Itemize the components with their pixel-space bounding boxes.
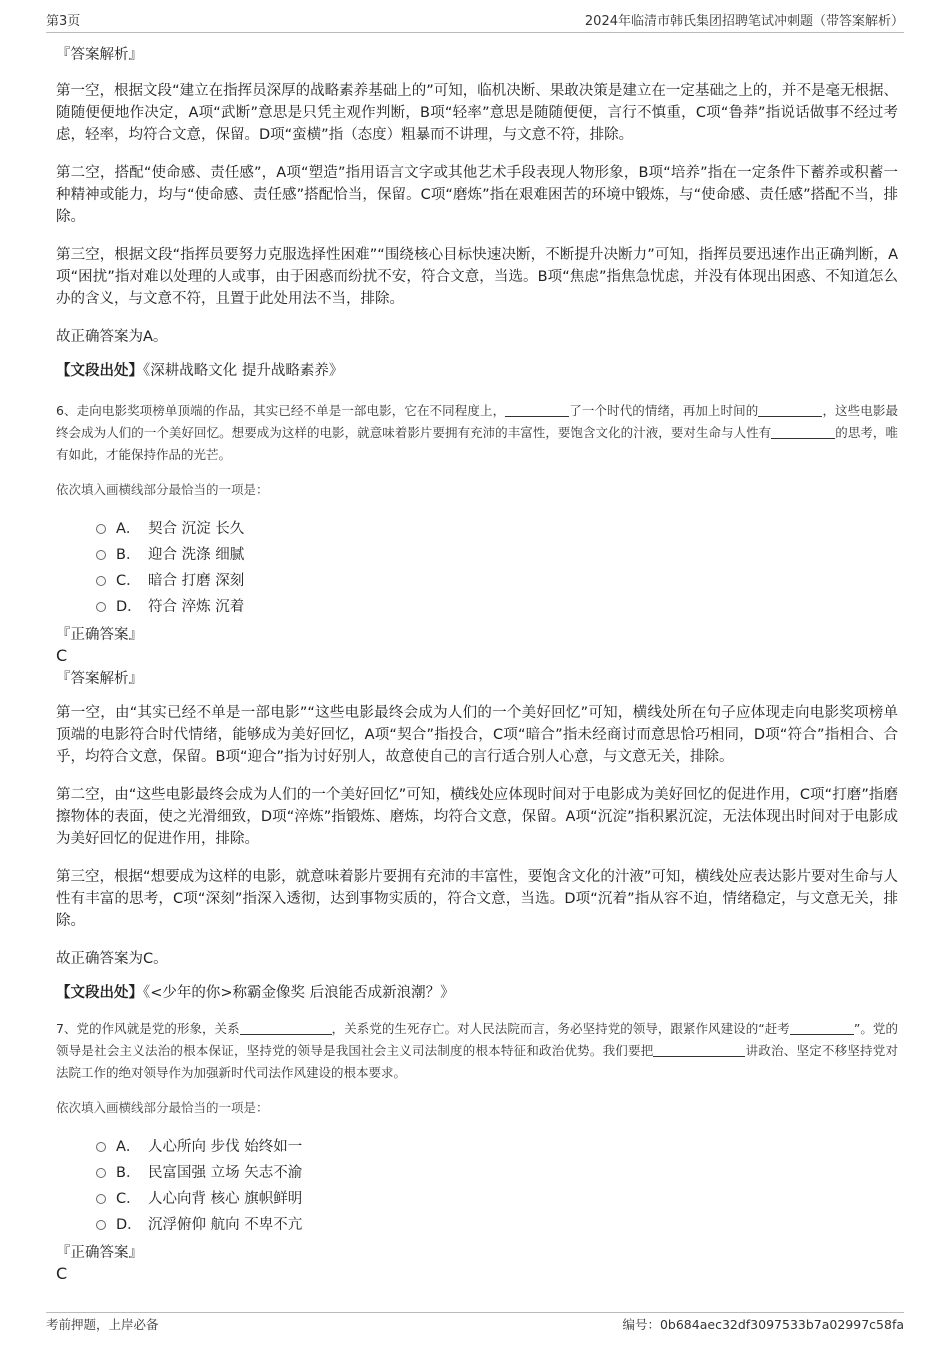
q5-analysis-p2: 第二空，搭配“使命感、责任感”，A项“塑造”指用语言文字或其他艺术手段表现人物形象，B项“培养”指在一定条件下蓄养或积蓄一种精神或能力，均与“使命感、责任感”搭配恰当，保留。C项“磨炼”指在艰难困苦的环境中锻炼，与“使命感、责任感”搭配不当，排除。 [56, 165, 898, 225]
q6-text-part-c: ，这些电影最终会成为人们的一个美好回忆。想要成为这样的电影，就意味着影片要拥有充沛的丰富性，要饱含文化的汁液，要对生命与人性有 [56, 403, 898, 440]
q6-blank-1 [505, 402, 569, 417]
q5-conclusion: 故正确答案为A。 [56, 329, 168, 345]
q5-source [56, 360, 898, 382]
page-content [56, 44, 898, 1284]
radio-icon[interactable] [96, 602, 106, 612]
page-footer [46, 1312, 904, 1333]
radio-icon[interactable] [96, 1220, 106, 1230]
footer-code [622, 1315, 904, 1333]
q7-option-b[interactable]: B． 民富国强 立场 矢志不渝 [56, 1158, 898, 1184]
q6-option-a[interactable]: A． 契合 沉淀 长久 [56, 514, 898, 540]
q5-source-title: 《深耕战略文化 提升战略素养》 [143, 363, 344, 379]
q7-option-d[interactable]: D． 沉浮俯仰 航向 不卑不亢 [56, 1210, 898, 1236]
q5-analysis-p1: 第一空，根据文段“建立在指挥员深厚的战略素养基础上的”可知，临机决断、果敢决策是建立在一定基础之上的，并不是毫无根据、随随便便地作决定，A项“武断”意思是只凭主观作判断，B项“轻率”意思是随随便便，言行不慎重，C项“鲁莽”指说话做事不经过考虑，轻率，均符合文意，保留。D项“蛮横”指（态度）粗暴而不讲理，与文意不符，排除。 [56, 83, 898, 143]
q7-options [56, 1132, 898, 1236]
q6-option-d[interactable]: D． 符合 淬炼 沉着 [56, 592, 898, 618]
q6-option-b[interactable]: B． 迎合 洗涤 细腻 [56, 540, 898, 566]
q7-option-c[interactable]: C． 人心向背 核心 旗帜鲜明 [56, 1184, 898, 1210]
q6-analysis-p2: 第二空，由“这些电影最终会成为人们的一个美好回忆”可知，横线处应体现时间对于电影成为美好回忆的促进作用，C项“打磨”指磨擦物体的表面，使之光滑细致，D项“淬炼”指锻炼、磨炼，均符合文意，保留。A项“沉淀”指积累沉淀，无法体现出时间对于电影成为美好回忆的促进作用，排除。 [56, 787, 898, 847]
q7-option-a[interactable]: A． 人心所向 步伐 始终如一 [56, 1132, 898, 1158]
q6-blank-2 [758, 402, 822, 417]
q6-prompt: 依次填入画横线部分最恰当的一项是： [56, 482, 269, 497]
q6-question-text [56, 400, 898, 466]
q6-options [56, 514, 898, 618]
q7-answer-label: 『正确答案』 [56, 1245, 143, 1261]
radio-icon[interactable] [96, 1194, 106, 1204]
q6-blank-3 [771, 424, 835, 439]
radio-icon[interactable] [96, 1168, 106, 1178]
q7-prompt: 依次填入画横线部分最恰当的一项是： [56, 1100, 269, 1115]
q6-source-title: 《<少年的你>称霸金像奖 后浪能否成新浪潮？》 [143, 985, 455, 1001]
q6-analysis-p3: 第三空，根据“想要成为这样的电影，就意味着影片要拥有充沛的丰富性，要饱含文化的汁液”可知，横线处应表达影片要对生命与人性有丰富的思考，C项“深刻”指深入透彻，达到事物实质的，符合文意，当选。D项“沉着”指从容不迫，情绪稳定，与文意无关，排除。 [56, 869, 898, 929]
q7-text-part-d: 讲政治、坚定不移坚持党对法院工作的绝对领导作为加强新时代司法作风建设的根本要求。 [56, 1043, 898, 1080]
q7-text-part-b: ，关系党的生死存亡。对人民法院而言，务必坚持党的领导，跟紧作风建设的“赶考 [331, 1021, 790, 1036]
radio-icon[interactable] [96, 524, 106, 534]
q6-source-tag: 【文段出处】 [56, 985, 143, 1001]
radio-icon[interactable] [96, 550, 106, 560]
q5-analysis-label: 『答案解析』 [56, 47, 143, 63]
q5-source-tag: 【文段出处】 [56, 363, 143, 379]
radio-icon[interactable] [96, 1142, 106, 1152]
q6-option-c[interactable]: C． 暗合 打磨 深刻 [56, 566, 898, 592]
q6-answer: C [56, 646, 68, 665]
page-number: 第3页 [46, 14, 81, 29]
page-header [46, 10, 904, 33]
q6-analysis-label: 『答案解析』 [56, 671, 143, 687]
q7-blank-1 [240, 1020, 332, 1035]
q6-text-part-d: 的思考，唯有如此，才能保持作品的光芒。 [56, 425, 898, 462]
radio-icon[interactable] [96, 576, 106, 586]
q6-text-part-a: 6、走向电影奖项榜单顶端的作品，其实已经不单是一部电影，它在不同程度上， [56, 403, 506, 418]
q7-text-part-c: ”。党的领导是社会主义法治的根本保证，坚持党的领导是我国社会主义司法制度的根本特征和政治优势。我们要把 [56, 1021, 898, 1058]
q6-text-part-b: 了一个时代的情绪，再加上时间的 [569, 403, 759, 418]
q7-blank-3 [653, 1042, 745, 1057]
document-title: 2024年临清市韩氏集团招聘笔试冲刺题（带答案解析） [584, 14, 904, 29]
q7-blank-2 [790, 1020, 854, 1035]
q6-source [56, 982, 898, 1004]
q6-analysis-p1: 第一空，由“其实已经不单是一部电影”“这些电影最终会成为人们的一个美好回忆”可知，横线处所在句子应体现走向电影奖项榜单顶端的电影符合时代情绪，能够成为美好回忆，A项“契合”指投合，C项“暗合”指未经商讨而意思恰巧相同，D项“符合”指相合、合乎，均符合文意，保留。B项“迎合”指为讨好别人，故意使自己的言行适合别人心意，与文意无关，排除。 [56, 705, 898, 765]
q7-text-part-a: 7、党的作风就是党的形象，关系 [56, 1021, 240, 1036]
q6-conclusion: 故正确答案为C。 [56, 951, 168, 967]
q5-analysis-p3: 第三空，根据文段“指挥员要努力克服选择性困难”“围绕核心目标快速决断，不断提升决断力”可知，指挥员要迅速作出正确判断，A项“困扰”指对难以处理的人或事，由于困惑而纷扰不安，符合文意，当选。B项“焦虑”指焦急忧虑，并没有体现出困惑、不知道怎么办的含义，与文意不符，且置于此处用法不当，排除。 [56, 247, 898, 307]
footer-code-value: 0b684aec32df3097533b7a02997c58fa [659, 1317, 904, 1332]
q7-question-text [56, 1018, 898, 1084]
footer-slogan: 考前押题，上岸必备 [46, 1317, 159, 1332]
q6-answer-label: 『正确答案』 [56, 627, 143, 643]
footer-code-label: 编号： [622, 1317, 660, 1332]
q7-answer: C [56, 1264, 68, 1283]
